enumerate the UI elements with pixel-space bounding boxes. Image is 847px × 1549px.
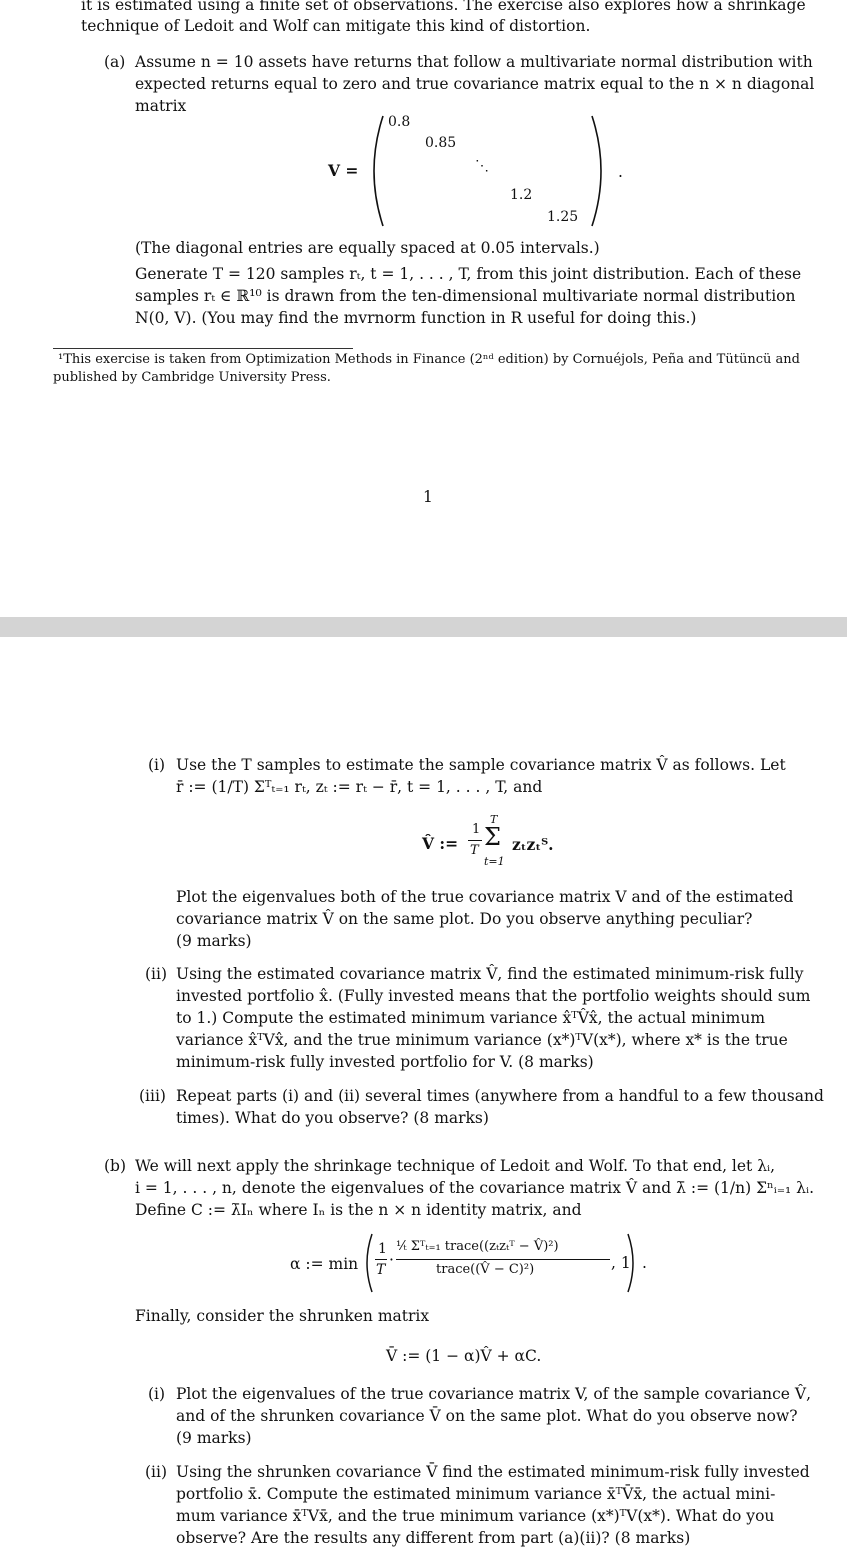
matrix-lhs: V = bbox=[328, 161, 359, 180]
part-a-ii-line-3: to 1.) Compute the estimated minimum variance x̂ᵀV̂x̂, the actual minimum bbox=[176, 1009, 766, 1027]
part-a-i-label: (i) bbox=[148, 756, 166, 774]
eq2-period: . bbox=[642, 1254, 647, 1272]
part-b-i-label: (i) bbox=[148, 1385, 166, 1403]
part-b-ii-line-1: Using the shrunken covariance V̄ find the estimated minimum-risk fully invested bbox=[176, 1463, 810, 1481]
matrix-entry-3: 1.2 bbox=[510, 187, 533, 203]
part-a-iii-line-1: Repeat parts (i) and (ii) several times (anywhere from a handful to a few thousand bbox=[176, 1087, 824, 1105]
intro-line-2: technique of Ledoit and Wolf can mitigate this kind of distortion. bbox=[81, 17, 591, 35]
eq2-frac1-den: T bbox=[376, 1262, 386, 1278]
part-a-i-line-1: Use the T samples to estimate the sample covariance matrix V̂ as follows. Let bbox=[176, 756, 786, 774]
footnote-line-1: ¹This exercise is taken from Optimization Methods in Finance (2ⁿᵈ edition) by Cornuéjols, Peña and Tütüncü and bbox=[58, 352, 800, 367]
part-a-ii-line-4: variance x̂ᵀVx̂, and the true minimum variance (x*)ᵀV(x*), where x* is the true bbox=[176, 1031, 788, 1049]
eq2-lhs: α := min bbox=[290, 1255, 359, 1273]
page-1 bbox=[0, 0, 847, 617]
part-a-line-1: Assume n = 10 assets have returns that follow a multivariate normal distribution with bbox=[135, 53, 813, 71]
matrix-entry-1: 0.8 bbox=[388, 114, 411, 130]
eq2-frac-bar bbox=[396, 1259, 610, 1260]
eq2-frac1-num: 1 bbox=[378, 1241, 387, 1257]
page-number: 1 bbox=[423, 488, 433, 506]
part-b-line-3: Define C := λ̄Iₙ where Iₙ is the n × n identity matrix, and bbox=[135, 1201, 582, 1219]
eq2-numerator: ¹⁄ₜ Σᵀₜ₌₁ trace((zₜzₜᵀ − V̂)²) bbox=[396, 1239, 559, 1254]
part-b-ii-line-4: observe? Are the results any different from part (a)(ii)? (8 marks) bbox=[176, 1529, 691, 1547]
part-a-ii-line-2: invested portfolio x̂. (Fully invested means that the portfolio weights should sum bbox=[176, 987, 811, 1005]
eq1-lhs: V̂ := bbox=[422, 834, 459, 853]
matrix-period: . bbox=[618, 163, 623, 181]
eq1-body: zₜzₜᵀ. bbox=[512, 835, 554, 854]
eq1-sigma: Σ bbox=[484, 823, 501, 851]
part-a-i-plot-1: Plot the eigenvalues both of the true covariance matrix V and of the estimated bbox=[176, 888, 794, 906]
eq1-frac-bar bbox=[468, 840, 482, 841]
part-a-i-line-2: r̄ := (1/T) Σᵀₜ₌₁ rₜ, zₜ := rₜ − r̄, t = 1, . . . , T, and bbox=[176, 778, 543, 796]
eq2-tail: , 1 bbox=[611, 1254, 631, 1272]
matrix-dots: ⋱ bbox=[475, 158, 489, 174]
part-a-line-3: matrix bbox=[135, 97, 187, 115]
part-b-line-1: We will next apply the shrinkage technique of Ledoit and Wolf. To that end, let λᵢ, bbox=[135, 1157, 776, 1175]
part-b-i-line-2: and of the shrunken covariance V̄ on the same plot. What do you observe now? bbox=[176, 1407, 798, 1425]
part-b-line-2: i = 1, . . . , n, denote the eigenvalues of the covariance matrix V̂ and λ̄ := (1/n) Σⁿᵢ₌₁ λᵢ. bbox=[135, 1179, 815, 1197]
part-b-i-line-1: Plot the eigenvalues of the true covariance matrix V, of the sample covariance V̂, bbox=[176, 1385, 812, 1403]
part-a-iii-line-2: times). What do you observe? (8 marks) bbox=[176, 1109, 489, 1127]
page-2 bbox=[0, 637, 847, 1548]
part-a-label: (a) bbox=[104, 53, 126, 71]
part-a-ii-line-5: minimum-risk fully invested portfolio for V. (8 marks) bbox=[176, 1053, 594, 1071]
generate-line-2: samples rₜ ∈ ℝ¹⁰ is drawn from the ten-dimensional multivariate normal distribution bbox=[135, 287, 796, 305]
eq2-frac1-bar bbox=[375, 1259, 387, 1260]
eq1-frac-num: 1 bbox=[472, 822, 481, 837]
part-b-ii-label: (ii) bbox=[145, 1463, 168, 1481]
intro-line-1: it is estimated using a finite set of observations. The exercise also explores how a shrinkage bbox=[81, 0, 806, 14]
part-b-ii-line-3: mum variance x̄ᵀVx̄, and the true minimum variance (x*)ᵀV(x*). What do you bbox=[176, 1507, 775, 1525]
eq1-frac-den: T bbox=[470, 843, 479, 858]
page-separator bbox=[0, 617, 847, 637]
part-b-label: (b) bbox=[104, 1157, 127, 1175]
diagonal-note: (The diagonal entries are equally spaced at 0.05 intervals.) bbox=[135, 239, 600, 257]
part-a-i-plot-2: covariance matrix V̂ on the same plot. Do you observe anything peculiar? bbox=[176, 910, 753, 928]
eq2-dot: · bbox=[389, 1251, 394, 1269]
part-a-iii-label: (iii) bbox=[139, 1087, 166, 1105]
part-a-ii-label: (ii) bbox=[145, 965, 168, 983]
part-a-line-2: expected returns equal to zero and true covariance matrix equal to the n × n diagonal bbox=[135, 75, 815, 93]
finally-line: Finally, consider the shrunken matrix bbox=[135, 1307, 430, 1325]
part-b-ii-line-2: portfolio x̄. Compute the estimated minimum variance x̄ᵀV̄x̄, the actual mini- bbox=[176, 1485, 776, 1503]
eq2-denominator: trace((V̂ − C)²) bbox=[436, 1262, 535, 1277]
matrix-entry-4: 1.25 bbox=[547, 209, 579, 225]
footnote-line-2: published by Cambridge University Press. bbox=[53, 370, 331, 385]
generate-line-1: Generate T = 120 samples rₜ, t = 1, . . . , T, from this joint distribution. Each of these bbox=[135, 265, 802, 283]
eq1-sum-lower: t=1 bbox=[484, 855, 505, 868]
part-a-i-marks: (9 marks) bbox=[176, 932, 252, 950]
matrix-entry-2: 0.85 bbox=[425, 135, 457, 151]
eq1-sum-upper: T bbox=[490, 813, 498, 826]
eq3-shrunken: V̄ := (1 − α)V̂ + αC. bbox=[386, 1347, 542, 1365]
generate-line-3: N(0, V). (You may find the mvrnorm function in R useful for doing this.) bbox=[135, 309, 697, 327]
footnote-rule bbox=[53, 348, 353, 349]
part-b-i-marks: (9 marks) bbox=[176, 1429, 252, 1447]
part-a-ii-line-1: Using the estimated covariance matrix V̂, find the estimated minimum-risk fully bbox=[176, 965, 804, 983]
